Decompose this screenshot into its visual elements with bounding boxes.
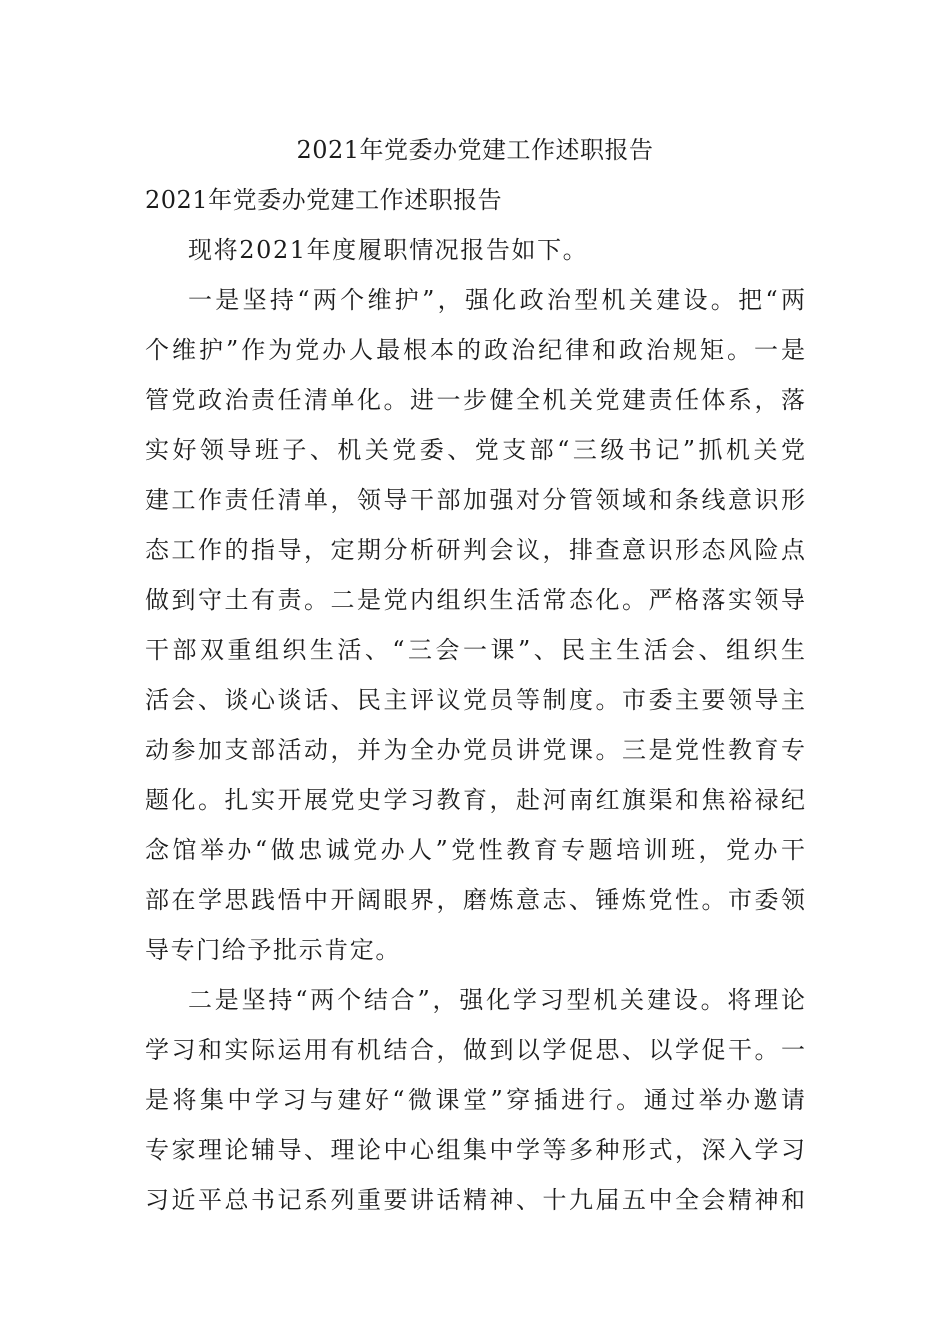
- paragraph-line: 部在学思践悟中开阔眼界，磨炼意志、锤炼党性。市委领: [145, 886, 805, 914]
- paragraph-line: 专家理论辅导、理论中心组集中学等多种形式，深入学习: [145, 1136, 805, 1164]
- paragraph-line: 做到守土有责。二是党内组织生活常态化。严格落实领导: [145, 586, 805, 614]
- paragraph-line: 习近平总书记系列重要讲话精神、十九届五中全会精神和: [145, 1186, 805, 1214]
- document-body: [145, 125, 805, 1225]
- paragraph-line: 实好领导班子、机关党委、党支部“三级书记”抓机关党: [145, 436, 805, 464]
- paragraph-line: 念馆举办“做忠诚党办人”党性教育专题培训班，党办干: [145, 836, 805, 864]
- paragraph-line: 二是坚持“两个结合”，强化学习型机关建设。将理论: [188, 986, 805, 1014]
- paragraph-line: 干部双重组织生活、“三会一课”、民主生活会、组织生: [145, 636, 805, 664]
- paragraph-line: 现将2021年度履职情况报告如下。: [188, 236, 589, 264]
- document-subtitle: 2021年党委办党建工作述职报告: [145, 186, 503, 214]
- paragraph-line: 个维护”作为党办人最根本的政治纪律和政治规矩。一是: [145, 336, 805, 364]
- paragraph-line: 导专门给予批示肯定。: [145, 936, 401, 964]
- paragraph-two-combinations: [145, 975, 805, 1225]
- document-title: 2021年党委办党建工作述职报告: [296, 136, 654, 164]
- paragraph-line: 态工作的指导，定期分析研判会议，排查意识形态风险点: [145, 536, 805, 564]
- paragraph-line: 是将集中学习与建好“微课堂”穿插进行。通过举办邀请: [145, 1086, 805, 1114]
- paragraph-intro: [145, 225, 805, 275]
- paragraph-two-safeguards: [145, 275, 805, 975]
- paragraph-line: 学习和实际运用有机结合，做到以学促思、以学促干。一: [145, 1036, 805, 1064]
- paragraph-line: 管党政治责任清单化。进一步健全机关党建责任体系，落: [145, 386, 805, 414]
- paragraph-line: 建工作责任清单，领导干部加强对分管领域和条线意识形: [145, 486, 805, 514]
- paragraph-line: 一是坚持“两个维护”，强化政治型机关建设。把“两: [188, 286, 805, 314]
- paragraph-line: 活会、谈心谈话、民主评议党员等制度。市委主要领导主: [145, 686, 805, 714]
- paragraph-line: 题化。扎实开展党史学习教育，赴河南红旗渠和焦裕禄纪: [145, 786, 805, 814]
- paragraph-line: 动参加支部活动，并为全办党员讲党课。三是党性教育专: [145, 736, 805, 764]
